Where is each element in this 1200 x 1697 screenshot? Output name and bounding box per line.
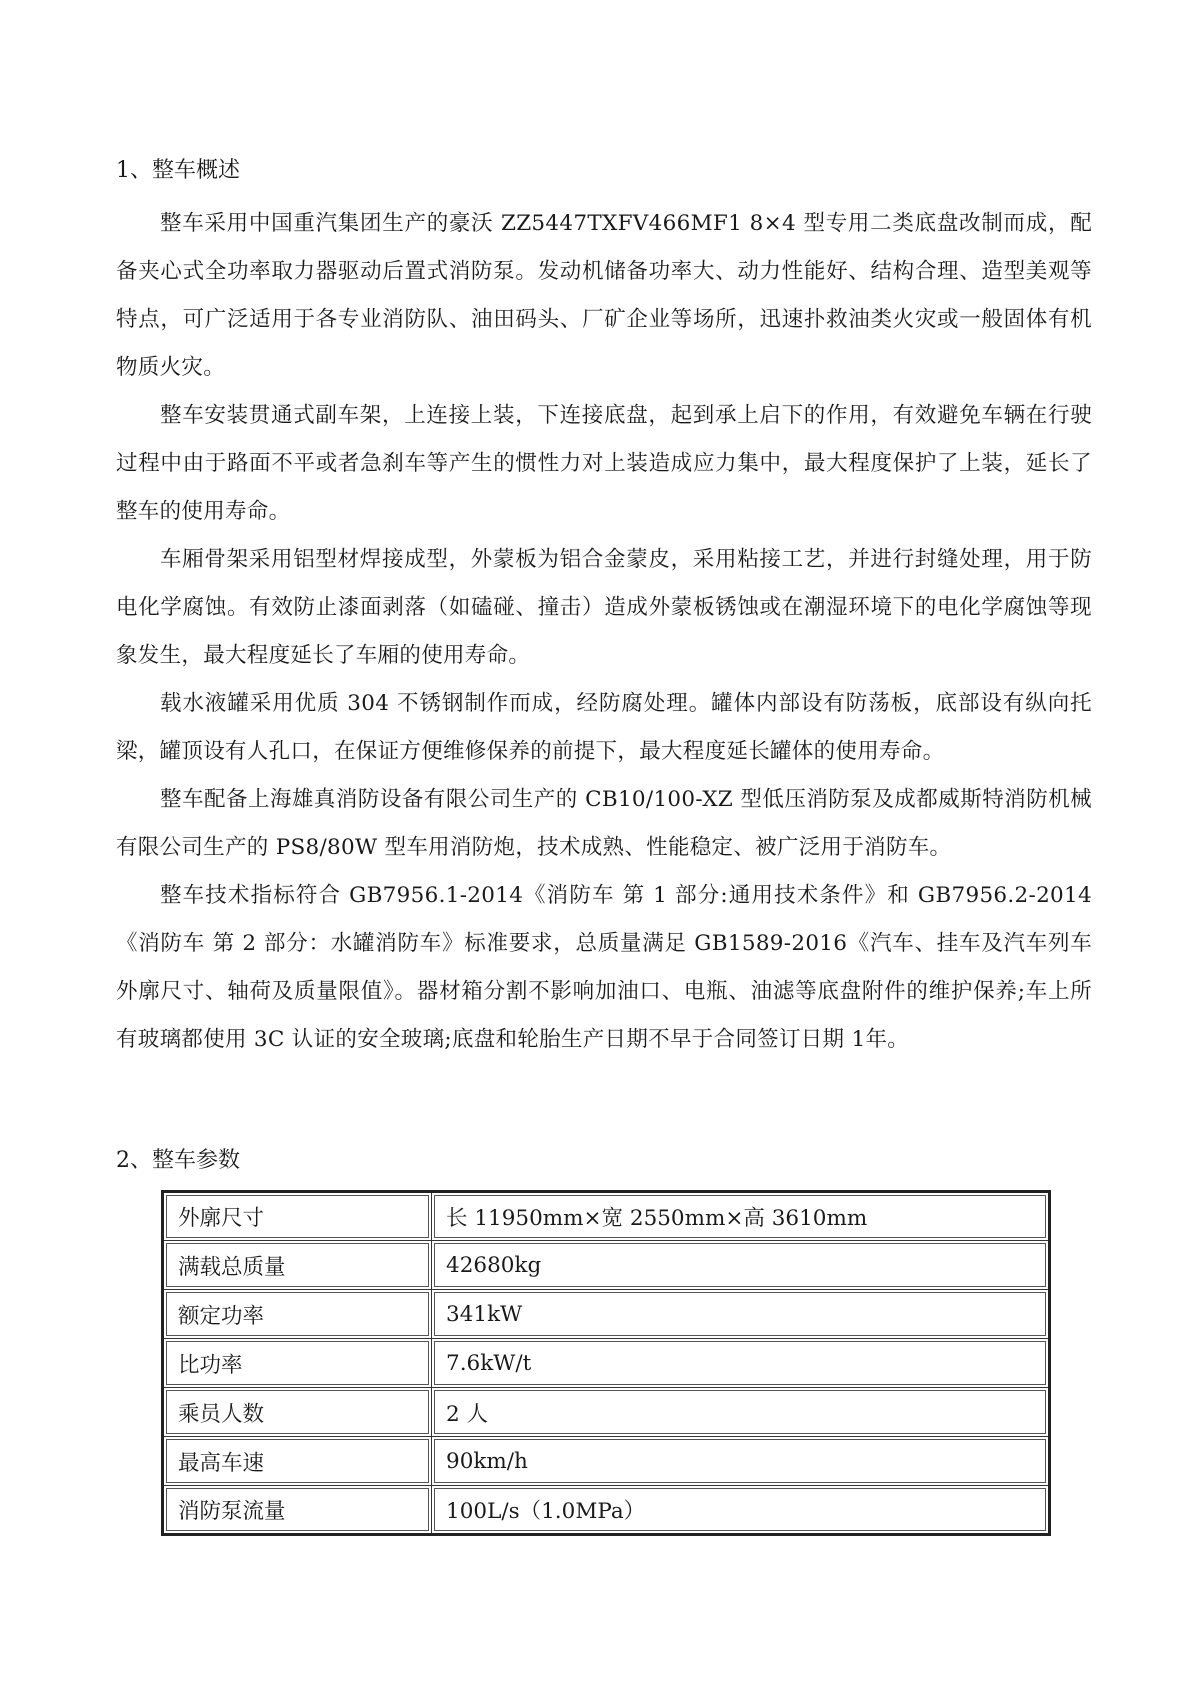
param-label: 最高车速 (163, 1437, 432, 1486)
paragraph-water-tank: 载水液罐采用优质 304 不锈钢制作而成，经防腐处理。罐体内部设有防荡板，底部设有纵向托梁，罐顶设有人孔口，在保证方便维修保养的前提下，最大程度延长罐体的使用寿命。 (116, 691, 1092, 764)
table-row (163, 1486, 1050, 1535)
param-value: 100L/s（1.0MPa） (432, 1486, 1050, 1535)
param-value: 7.6kW/t (432, 1339, 1050, 1388)
table-row (163, 1437, 1050, 1486)
table-row (163, 1290, 1050, 1339)
section-heading-overview: 1、整车概述 (116, 158, 240, 183)
table-row (163, 1388, 1050, 1437)
param-label: 满载总质量 (163, 1241, 432, 1290)
paragraph-subframe: 整车安装贯通式副车架，上连接上装，下连接底盘，起到承上启下的作用，有效避免车辆在行驶过程中由于路面不平或者急刹车等产生的惯性力对上装造成应力集中，最大程度保护了上装，延长了整车的使用寿命。 (116, 403, 1092, 524)
param-label: 乘员人数 (163, 1388, 432, 1437)
overview-body (116, 200, 1092, 1064)
param-value: 90km/h (432, 1437, 1050, 1486)
parameters-table (161, 1190, 1051, 1536)
table-row (163, 1241, 1050, 1290)
paragraph-standards: 整车技术指标符合 GB7956.1-2014《消防车 第 1 部分:通用技术条件》和 GB7956.2-2014《消防车 第 2 部分：水罐消防车》标准要求，总质量满足 GB1589-2016《汽车、挂车及汽车列车外廓尺寸、轴荷及质量限值》。器材箱分割不影响加油口、电瓶、油滤等底盘附件的维护保养;车上所有玻璃都使用 3C 认证的安全玻璃;底盘和轮胎生产日期不早于合同签订日期 1年。 (116, 883, 1092, 1052)
param-value: 341kW (432, 1290, 1050, 1339)
table-row (163, 1192, 1050, 1241)
paragraph-body-frame: 车厢骨架采用铝型材焊接成型，外蒙板为铝合金蒙皮，采用粘接工艺，并进行封缝处理，用于防电化学腐蚀。有效防止漆面剥落（如磕碰、撞击）造成外蒙板锈蚀或在潮湿环境下的电化学腐蚀等现象发生，最大程度延长了车厢的使用寿命。 (116, 547, 1092, 668)
table-row (163, 1339, 1050, 1388)
paragraph-pump-monitor: 整车配备上海雄真消防设备有限公司生产的 CB10/100-XZ 型低压消防泵及成都威斯特消防机械有限公司生产的 PS8/80W 型车用消防炮，技术成熟、性能稳定、被广泛用于消防车。 (116, 787, 1092, 860)
param-label: 额定功率 (163, 1290, 432, 1339)
param-label: 消防泵流量 (163, 1486, 432, 1535)
param-value: 42680kg (432, 1241, 1050, 1290)
param-value: 2 人 (432, 1388, 1050, 1437)
section-heading-parameters: 2、整车参数 (116, 1148, 240, 1173)
paragraph-chassis: 整车采用中国重汽集团生产的豪沃 ZZ5447TXFV466MF1 8×4 型专用二类底盘改制而成，配备夹心式全功率取力器驱动后置式消防泵。发动机储备功率大、动力性能好、结构合理、造型美观等特点，可广泛适用于各专业消防队、油田码头、厂矿企业等场所，迅速扑救油类火灾或一般固体有机物质火灾。 (116, 211, 1092, 380)
param-value: 长 11950mm×宽 2550mm×高 3610mm (432, 1192, 1050, 1241)
param-label: 比功率 (163, 1339, 432, 1388)
param-label: 外廓尺寸 (163, 1192, 432, 1241)
